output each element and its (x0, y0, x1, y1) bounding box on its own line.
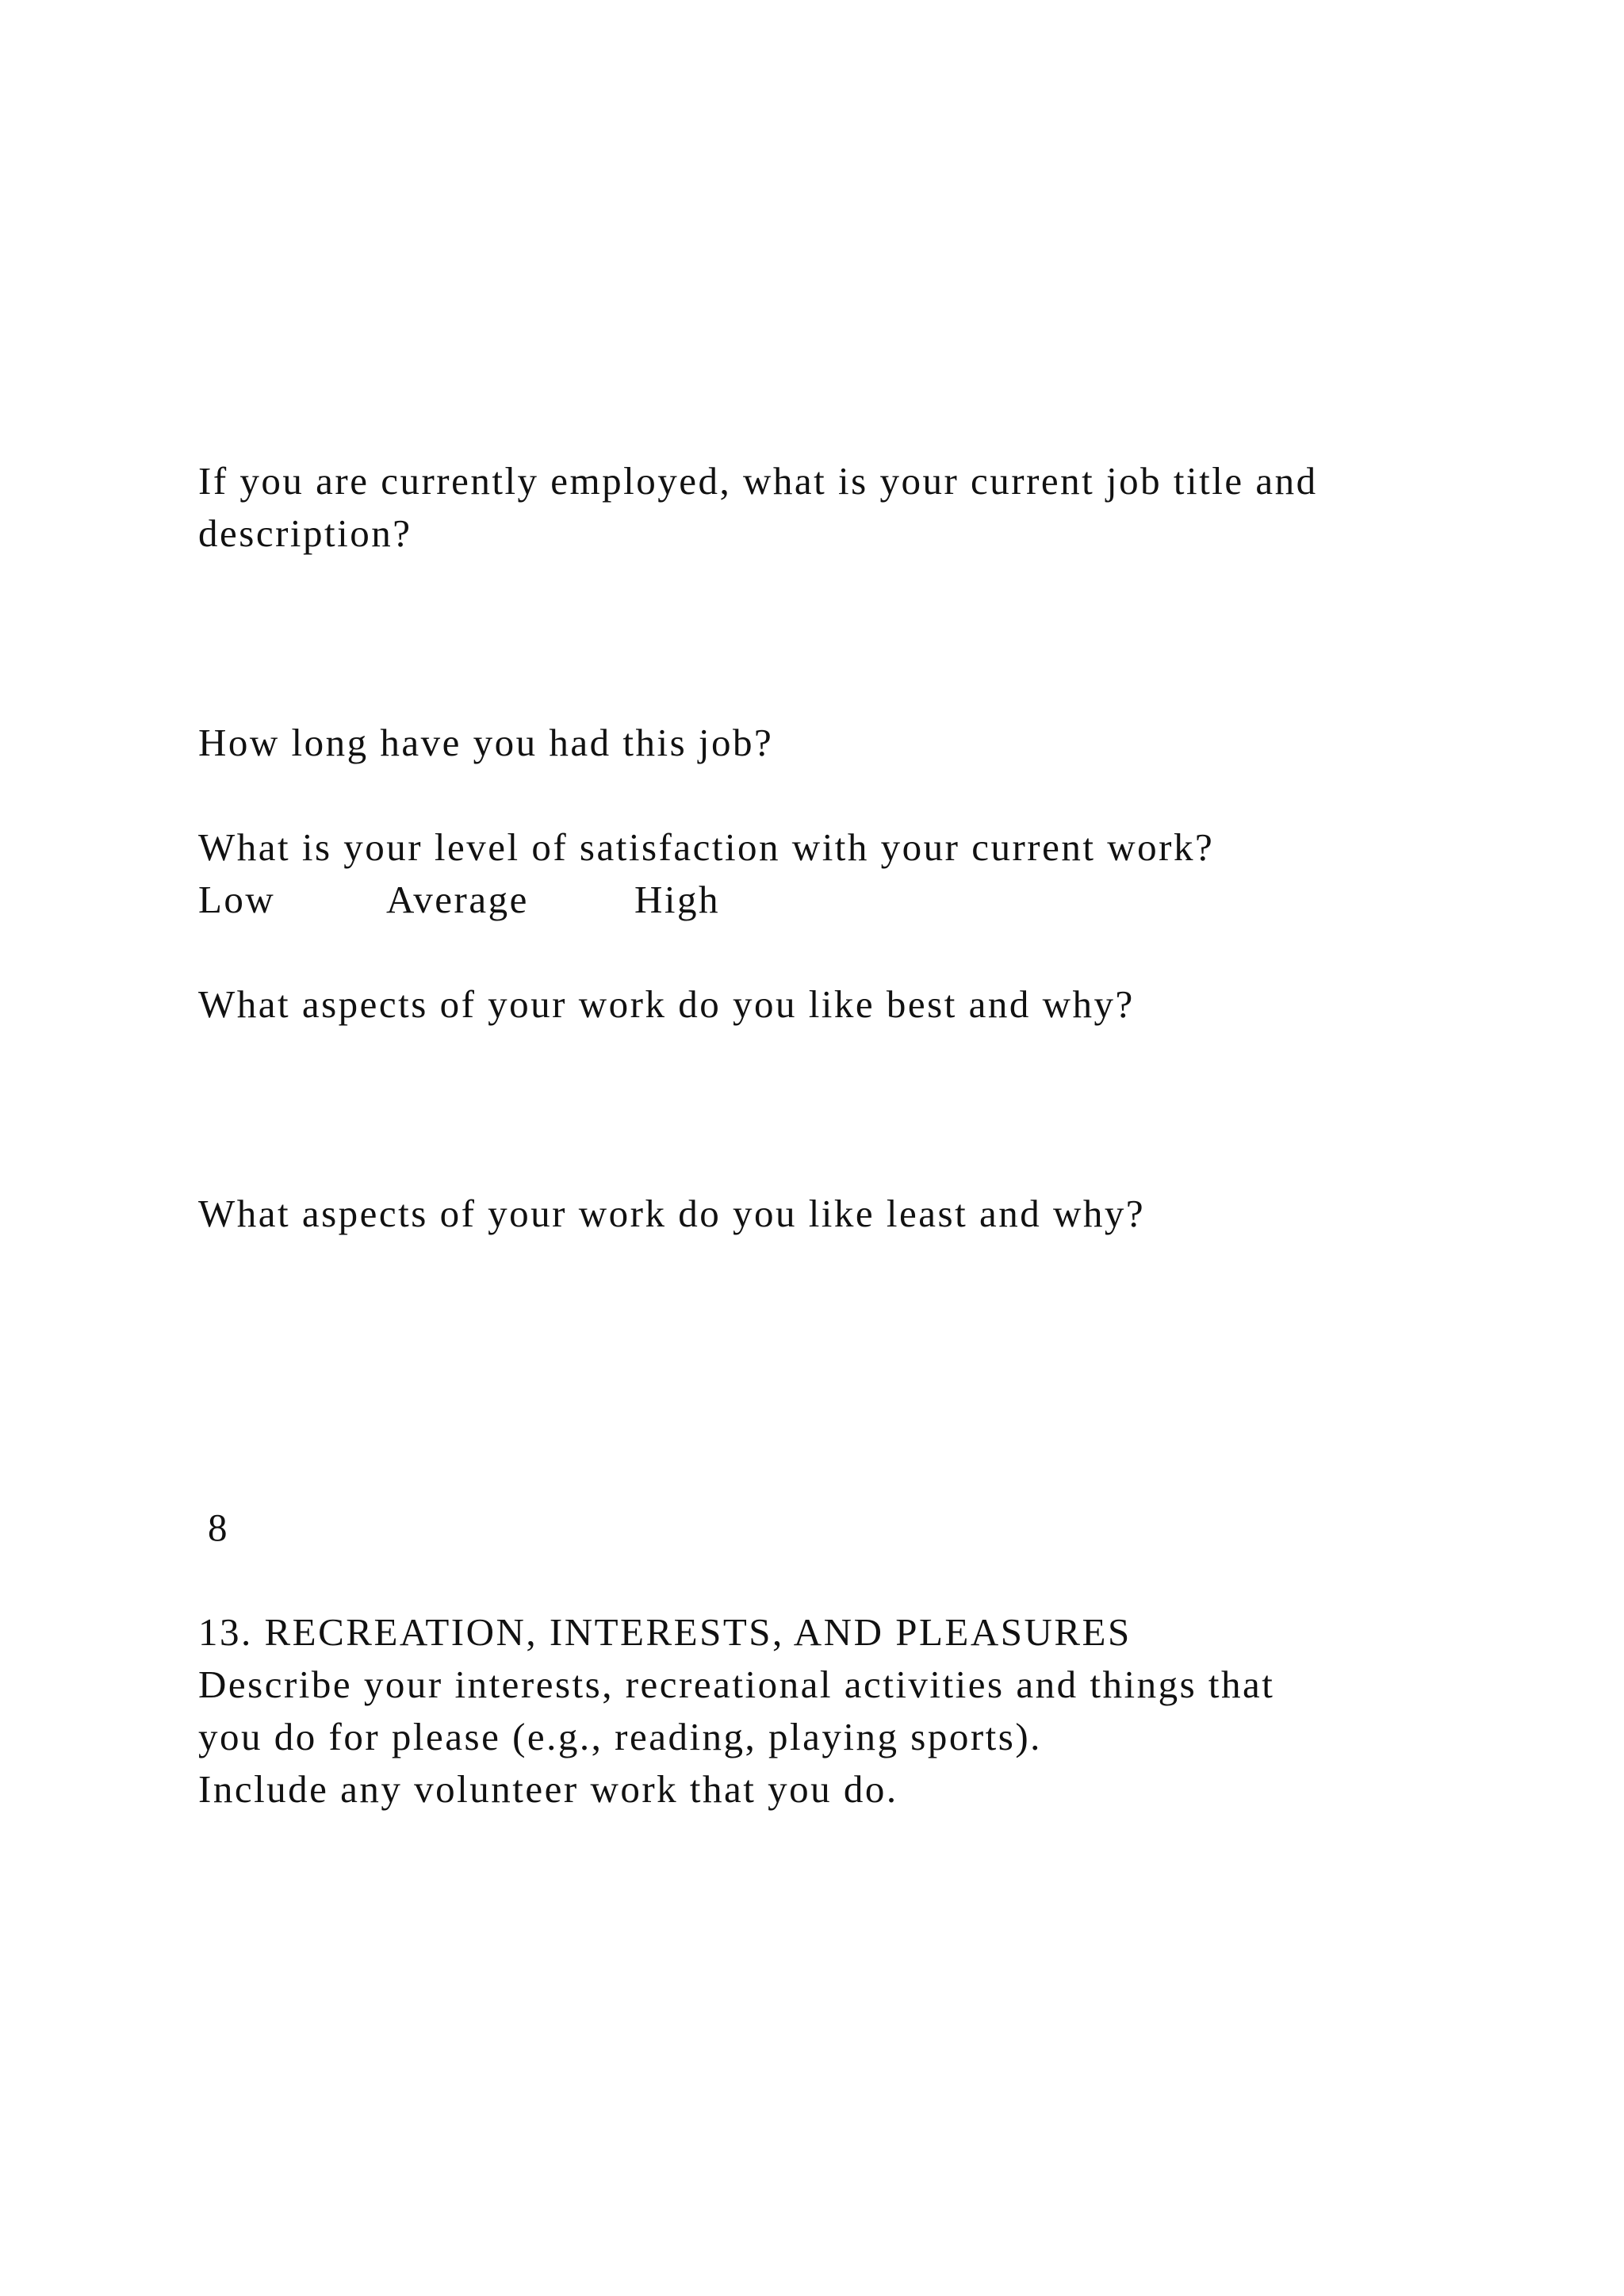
section-13-line-3: Include any volunteer work that you do. (198, 1767, 898, 1811)
satisfaction-option-average: Average (386, 878, 529, 921)
satisfaction-option-high: High (634, 878, 720, 921)
section-13-heading: 13. RECREATION, INTERESTS, AND PLEASURES (198, 1610, 1132, 1654)
job-duration-question: How long have you had this job? (198, 721, 774, 764)
like-best-question: What aspects of your work do you like best and why? (198, 982, 1135, 1026)
satisfaction-question: What is your level of satisfaction with your current work? (198, 825, 1215, 869)
like-least-question: What aspects of your work do you like least and why? (198, 1192, 1146, 1235)
job-title-question-line-1: If you are currently employed, what is your current job title and (198, 459, 1318, 503)
satisfaction-option-low: Low (198, 878, 276, 921)
page-number: 8 (208, 1506, 229, 1549)
job-title-question-line-2: description? (198, 511, 412, 555)
section-13-line-1: Describe your interests, recreational activities and things that (198, 1663, 1275, 1706)
section-13-line-2: you do for please (e.g., reading, playing sports). (198, 1715, 1042, 1758)
